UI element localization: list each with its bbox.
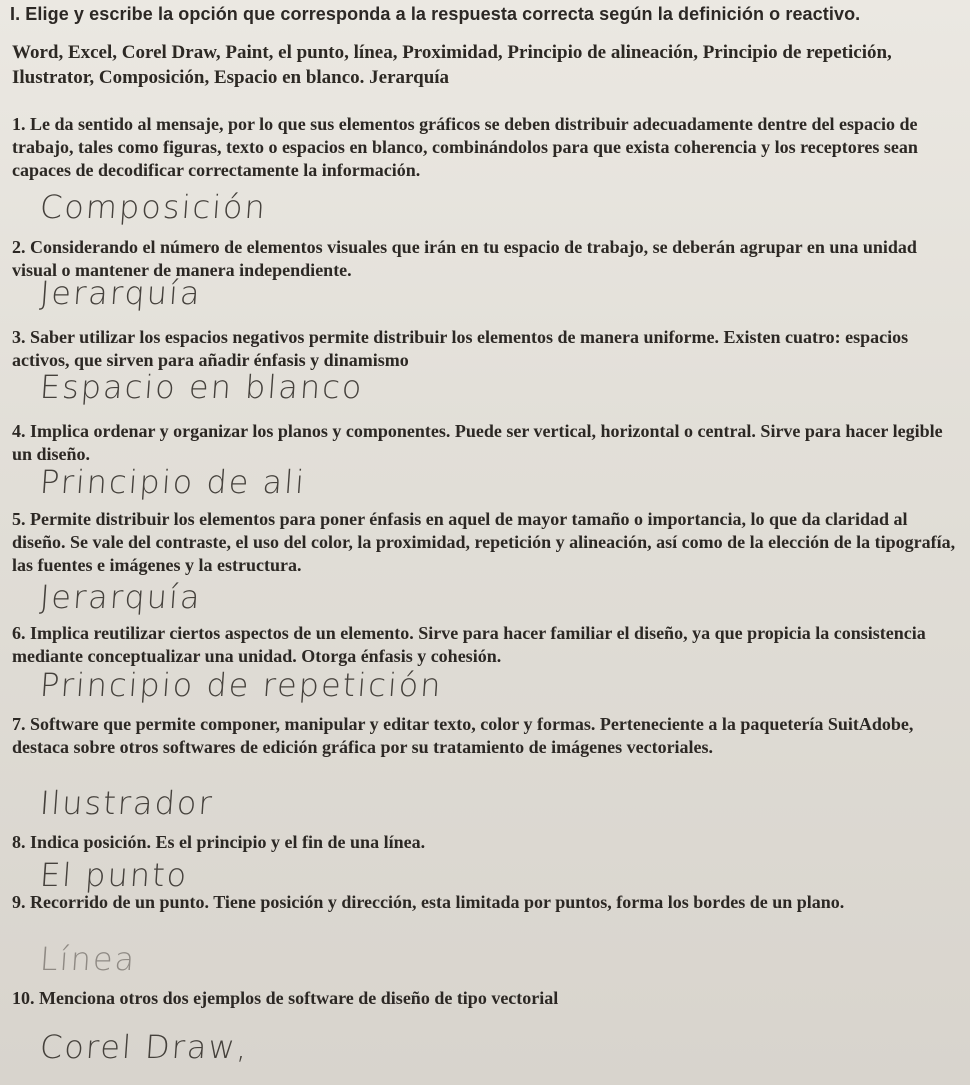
question-text: Le da sentido al mensaje, por lo que sus elementos gráficos se deben distribuir adecuadamente dentre del espacio de trabajo, tales como figuras, texto o espacios en blanco, combinándolos para que exista coherencia y los receptores sean capaces de decodificar correctamente la información. <box>12 114 918 180</box>
question-number: 1. <box>12 114 26 134</box>
question-number: 6. <box>12 623 26 643</box>
answer-10[interactable]: Corel Draw, <box>38 1028 251 1066</box>
answer-5[interactable]: Jerarquía <box>38 578 203 616</box>
question-text: Menciona otros dos ejemplos de software de diseño de tipo vectorial <box>39 988 559 1008</box>
answer-7[interactable]: Ilustrador <box>38 784 215 822</box>
question-number: 4. <box>12 421 26 441</box>
question-text: Implica ordenar y organizar los planos y componentes. Puede ser vertical, horizontal o central. Sirve para hacer legible un diseño. <box>12 421 943 464</box>
question-1 <box>12 113 957 182</box>
answer-2[interactable]: Jerarquía <box>38 274 203 312</box>
question-9 <box>12 891 957 914</box>
question-number: 7. <box>12 714 26 734</box>
question-text: Implica reutilizar ciertos aspectos de un elemento. Sirve para hacer familiar el diseño, ya que propicia la consistencia mediante conceptualizar una unidad. Otorga énfasis y cohesión. <box>12 623 926 666</box>
answer-4[interactable]: Principio de ali <box>38 463 308 501</box>
question-number: 2. <box>12 237 26 257</box>
question-3 <box>12 326 957 372</box>
answer-6[interactable]: Principio de repetición <box>38 666 444 704</box>
question-8 <box>12 831 957 854</box>
question-number: 9. <box>12 892 26 912</box>
question-7 <box>12 713 957 759</box>
question-number: 8. <box>12 832 26 852</box>
question-text: Permite distribuir los elementos para poner énfasis en aquel de mayor tamaño o importancia, lo que da claridad al diseño. Se vale del contraste, el uso del color, la proximidad, repetición y alineación, así como de la elección de la tipografía, las fuentes e imágenes y la estructura. <box>12 509 956 575</box>
question-4 <box>12 420 957 466</box>
question-text: Recorrido de un punto. Tiene posición y dirección, esta limitada por puntos, forma los bordes de un plano. <box>30 892 845 912</box>
answer-9[interactable]: Línea <box>38 940 138 978</box>
answer-3[interactable]: Espacio en blanco <box>38 368 365 406</box>
question-10 <box>12 987 957 1010</box>
question-text: Software que permite componer, manipular y editar texto, color y formas. Perteneciente a la paquetería SuitAdobe, destaca sobre otros softwares de edición gráfica por su tratamiento de imágenes vectoriales. <box>12 714 914 757</box>
question-number: 10. <box>12 988 35 1008</box>
question-text: Indica posición. Es el principio y el fin de una línea. <box>30 832 426 852</box>
question-text: Considerando el número de elementos visuales que irán en tu espacio de trabajo, se deberán agrupar en una unidad visual o mantener de manera independiente. <box>12 237 917 280</box>
question-text: Saber utilizar los espacios negativos permite distribuir los elementos de manera uniforme. Existen cuatro: espacios activos, que sirven para añadir énfasis y dinamismo <box>12 327 909 370</box>
word-bank: Word, Excel, Corel Draw, Paint, el punto, línea, Proximidad, Principio de alineación, Principio de repetición, Ilustrator, Composición, Espacio en blanco. Jerarquía <box>12 42 892 88</box>
question-number: 3. <box>12 327 26 347</box>
answer-8[interactable]: El punto <box>38 856 190 894</box>
question-6 <box>12 622 957 668</box>
question-5 <box>12 508 957 577</box>
question-number: 5. <box>12 509 26 529</box>
instructions: I. Elige y escribe la opción que corresponda a la respuesta correcta según la definición o reactivo. <box>10 4 861 24</box>
answer-1[interactable]: Composición <box>38 188 269 226</box>
